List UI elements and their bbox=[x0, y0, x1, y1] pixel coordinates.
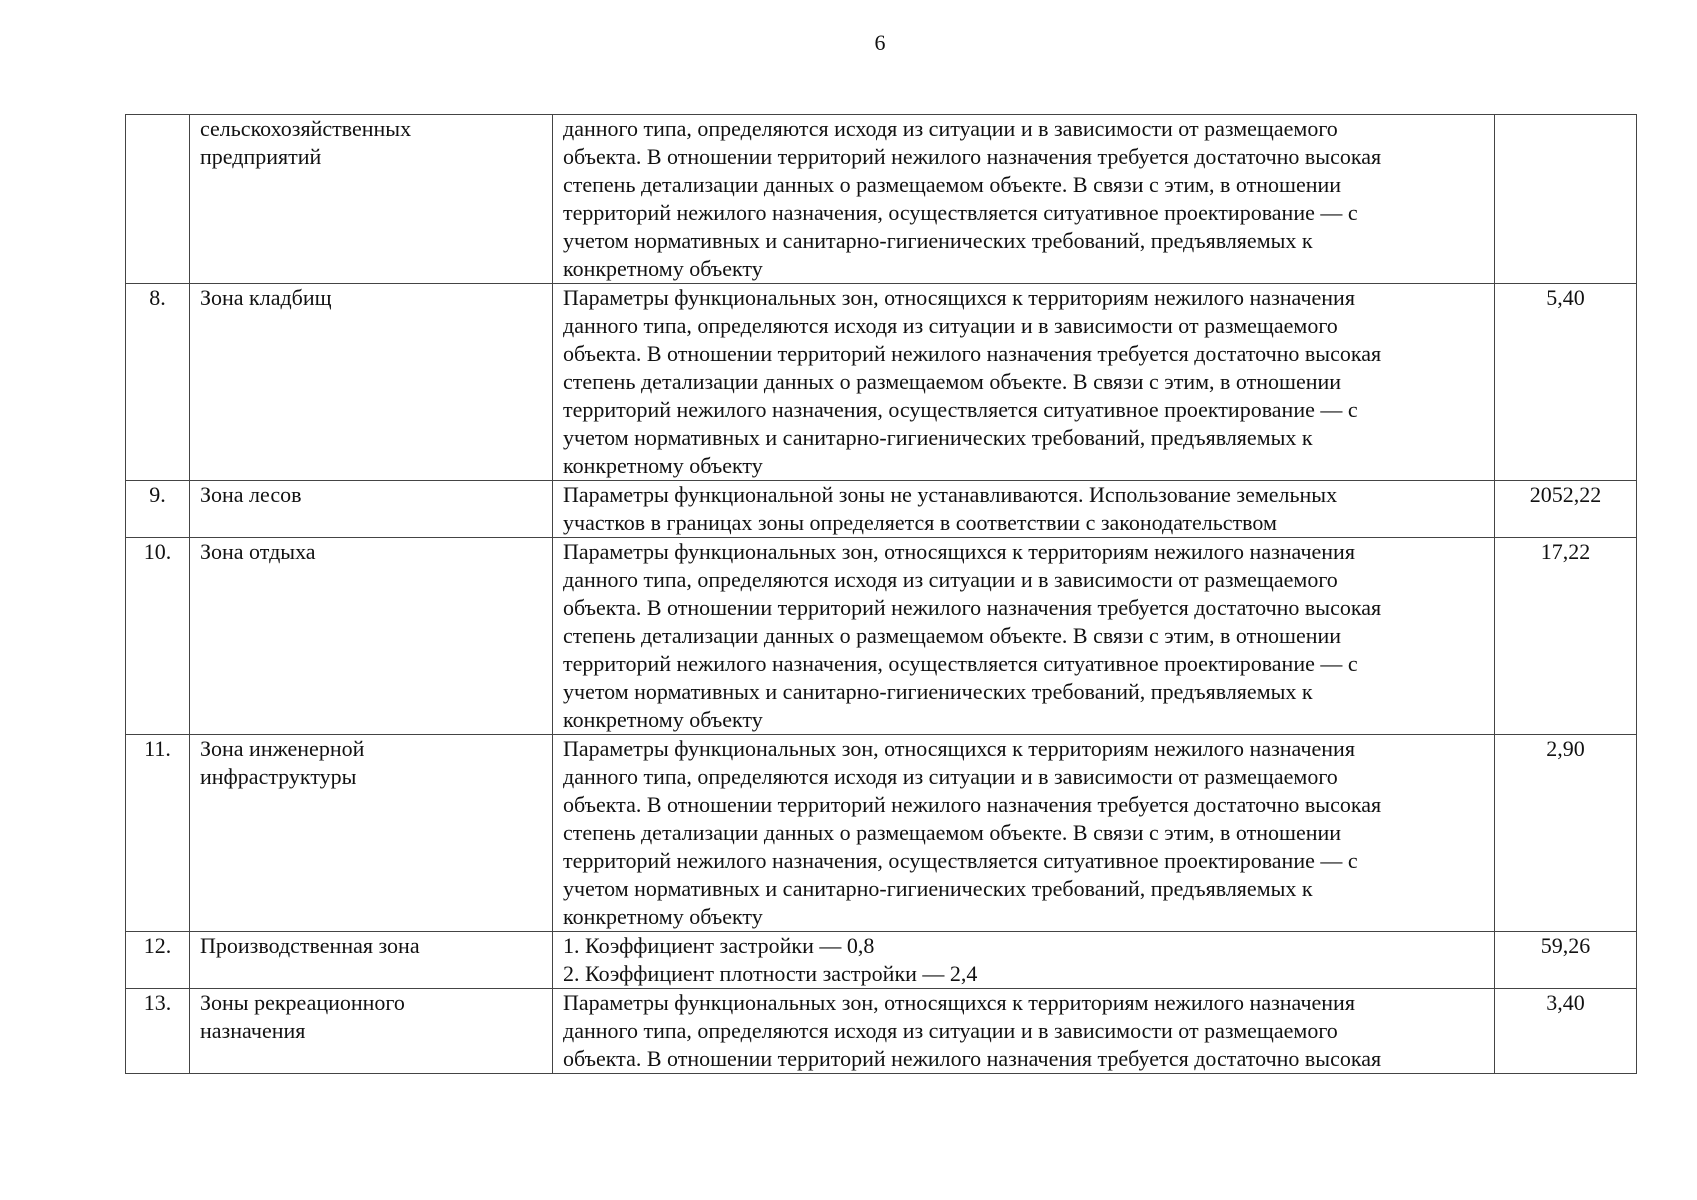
zone-parameters-line: учетом нормативных и санитарно-гигиенических требований, предъявляемых к bbox=[563, 228, 1313, 253]
zone-parameters-line: данного типа, определяются исходя из ситуации и в зависимости от размещаемого bbox=[563, 1018, 1338, 1043]
zone-parameters-line: учетом нормативных и санитарно-гигиенических требований, предъявляемых к bbox=[563, 425, 1313, 450]
zone-parameters-line: степень детализации данных о размещаемом объекте. В связи с этим, в отношении bbox=[563, 623, 1342, 648]
zone-parameters-line: объекта. В отношении территорий нежилого назначения требуется достаточно высокая bbox=[563, 792, 1382, 817]
zone-parameters-line: конкретному объекту bbox=[563, 707, 763, 732]
zone-name bbox=[190, 481, 553, 538]
zone-parameters-line: участков в границах зоны определяется в соответствии с законодательством bbox=[563, 510, 1277, 535]
zone-parameters-line: степень детализации данных о размещаемом объекте. В связи с этим, в отношении bbox=[563, 820, 1342, 845]
zone-parameters-line: данного типа, определяются исходя из ситуации и в зависимости от размещаемого bbox=[563, 567, 1338, 592]
zone-parameters-line: степень детализации данных о размещаемом объекте. В связи с этим, в отношении bbox=[563, 369, 1342, 394]
row-number: 12. bbox=[126, 932, 190, 989]
zone-name-line: назначения bbox=[200, 1018, 306, 1043]
zone-name-line: Зона лесов bbox=[200, 482, 302, 507]
table-row bbox=[126, 989, 1637, 1074]
row-number: 13. bbox=[126, 989, 190, 1074]
zone-parameters-line: Параметры функциональных зон, относящихся к территориям нежилого назначения bbox=[563, 990, 1355, 1015]
zone-parameters bbox=[553, 481, 1495, 538]
row-number bbox=[126, 115, 190, 284]
zone-name bbox=[190, 538, 553, 735]
zone-name-line: Производственная зона bbox=[200, 933, 420, 958]
table-row bbox=[126, 115, 1637, 284]
zone-name bbox=[190, 989, 553, 1074]
zone-parameters-line: территорий нежилого назначения, осуществляется ситуативное проектирование — с bbox=[563, 848, 1358, 873]
zone-parameters-line: территорий нежилого назначения, осуществляется ситуативное проектирование — с bbox=[563, 200, 1358, 225]
zone-parameters-line: данного типа, определяются исходя из ситуации и в зависимости от размещаемого bbox=[563, 116, 1338, 141]
zone-area: 5,40 bbox=[1495, 284, 1637, 481]
table-row bbox=[126, 481, 1637, 538]
zone-name-line: предприятий bbox=[200, 144, 322, 169]
table-row bbox=[126, 538, 1637, 735]
zone-parameters-line: Параметры функциональной зоны не устанавливаются. Использование земельных bbox=[563, 482, 1338, 507]
zone-area: 17,22 bbox=[1495, 538, 1637, 735]
zone-parameters-line: 2. Коэффициент плотности застройки — 2,4 bbox=[563, 961, 978, 986]
zone-parameters bbox=[553, 735, 1495, 932]
zone-name-line: Зона инженерной bbox=[200, 736, 365, 761]
table-row bbox=[126, 932, 1637, 989]
zone-parameters bbox=[553, 115, 1495, 284]
zone-area: 2052,22 bbox=[1495, 481, 1637, 538]
zone-area bbox=[1495, 115, 1637, 284]
zone-parameters-line: объекта. В отношении территорий нежилого назначения требуется достаточно высокая bbox=[563, 341, 1382, 366]
zone-parameters-line: объекта. В отношении территорий нежилого назначения требуется достаточно высокая bbox=[563, 1046, 1382, 1071]
row-number: 10. bbox=[126, 538, 190, 735]
row-number: 11. bbox=[126, 735, 190, 932]
functional-zones-table bbox=[125, 114, 1637, 1074]
zone-parameters-line: территорий нежилого назначения, осуществляется ситуативное проектирование — с bbox=[563, 651, 1358, 676]
zone-parameters bbox=[553, 538, 1495, 735]
row-number: 9. bbox=[126, 481, 190, 538]
table-body bbox=[126, 115, 1637, 1074]
zone-parameters-line: конкретному объекту bbox=[563, 453, 763, 478]
zone-parameters bbox=[553, 932, 1495, 989]
page-number: 6 bbox=[874, 30, 886, 55]
table-row bbox=[126, 284, 1637, 481]
zone-parameters-line: конкретному объекту bbox=[563, 904, 763, 929]
zone-parameters-line: степень детализации данных о размещаемом объекте. В связи с этим, в отношении bbox=[563, 172, 1342, 197]
zone-parameters-line: территорий нежилого назначения, осуществляется ситуативное проектирование — с bbox=[563, 397, 1358, 422]
zone-parameters-line: конкретному объекту bbox=[563, 256, 763, 281]
zone-area: 59,26 bbox=[1495, 932, 1637, 989]
zone-parameters bbox=[553, 989, 1495, 1074]
zone-parameters-line: Параметры функциональных зон, относящихся к территориям нежилого назначения bbox=[563, 285, 1355, 310]
zone-parameters-line: 1. Коэффициент застройки — 0,8 bbox=[563, 933, 875, 958]
zone-name bbox=[190, 735, 553, 932]
zone-parameters-line: объекта. В отношении территорий нежилого назначения требуется достаточно высокая bbox=[563, 595, 1382, 620]
zone-parameters-line: Параметры функциональных зон, относящихся к территориям нежилого назначения bbox=[563, 539, 1355, 564]
zone-name bbox=[190, 284, 553, 481]
row-number: 8. bbox=[126, 284, 190, 481]
zone-name bbox=[190, 932, 553, 989]
zone-parameters-line: данного типа, определяются исходя из ситуации и в зависимости от размещаемого bbox=[563, 764, 1338, 789]
table-row bbox=[126, 735, 1637, 932]
zone-area: 3,40 bbox=[1495, 989, 1637, 1074]
zone-parameters-line: учетом нормативных и санитарно-гигиенических требований, предъявляемых к bbox=[563, 876, 1313, 901]
zone-parameters-line: учетом нормативных и санитарно-гигиенических требований, предъявляемых к bbox=[563, 679, 1313, 704]
zone-name-line: Зона отдыха bbox=[200, 539, 316, 564]
zone-parameters bbox=[553, 284, 1495, 481]
zone-area: 2,90 bbox=[1495, 735, 1637, 932]
zone-name-line: инфраструктуры bbox=[200, 764, 357, 789]
zone-parameters-line: объекта. В отношении территорий нежилого назначения требуется достаточно высокая bbox=[563, 144, 1382, 169]
zone-parameters-line: данного типа, определяются исходя из ситуации и в зависимости от размещаемого bbox=[563, 313, 1338, 338]
zone-parameters-line: Параметры функциональных зон, относящихся к территориям нежилого назначения bbox=[563, 736, 1355, 761]
zone-name bbox=[190, 115, 553, 284]
zone-name-line: Зоны рекреационного bbox=[200, 990, 405, 1015]
zone-name-line: сельскохозяйственных bbox=[200, 116, 412, 141]
zone-name-line: Зона кладбищ bbox=[200, 285, 332, 310]
